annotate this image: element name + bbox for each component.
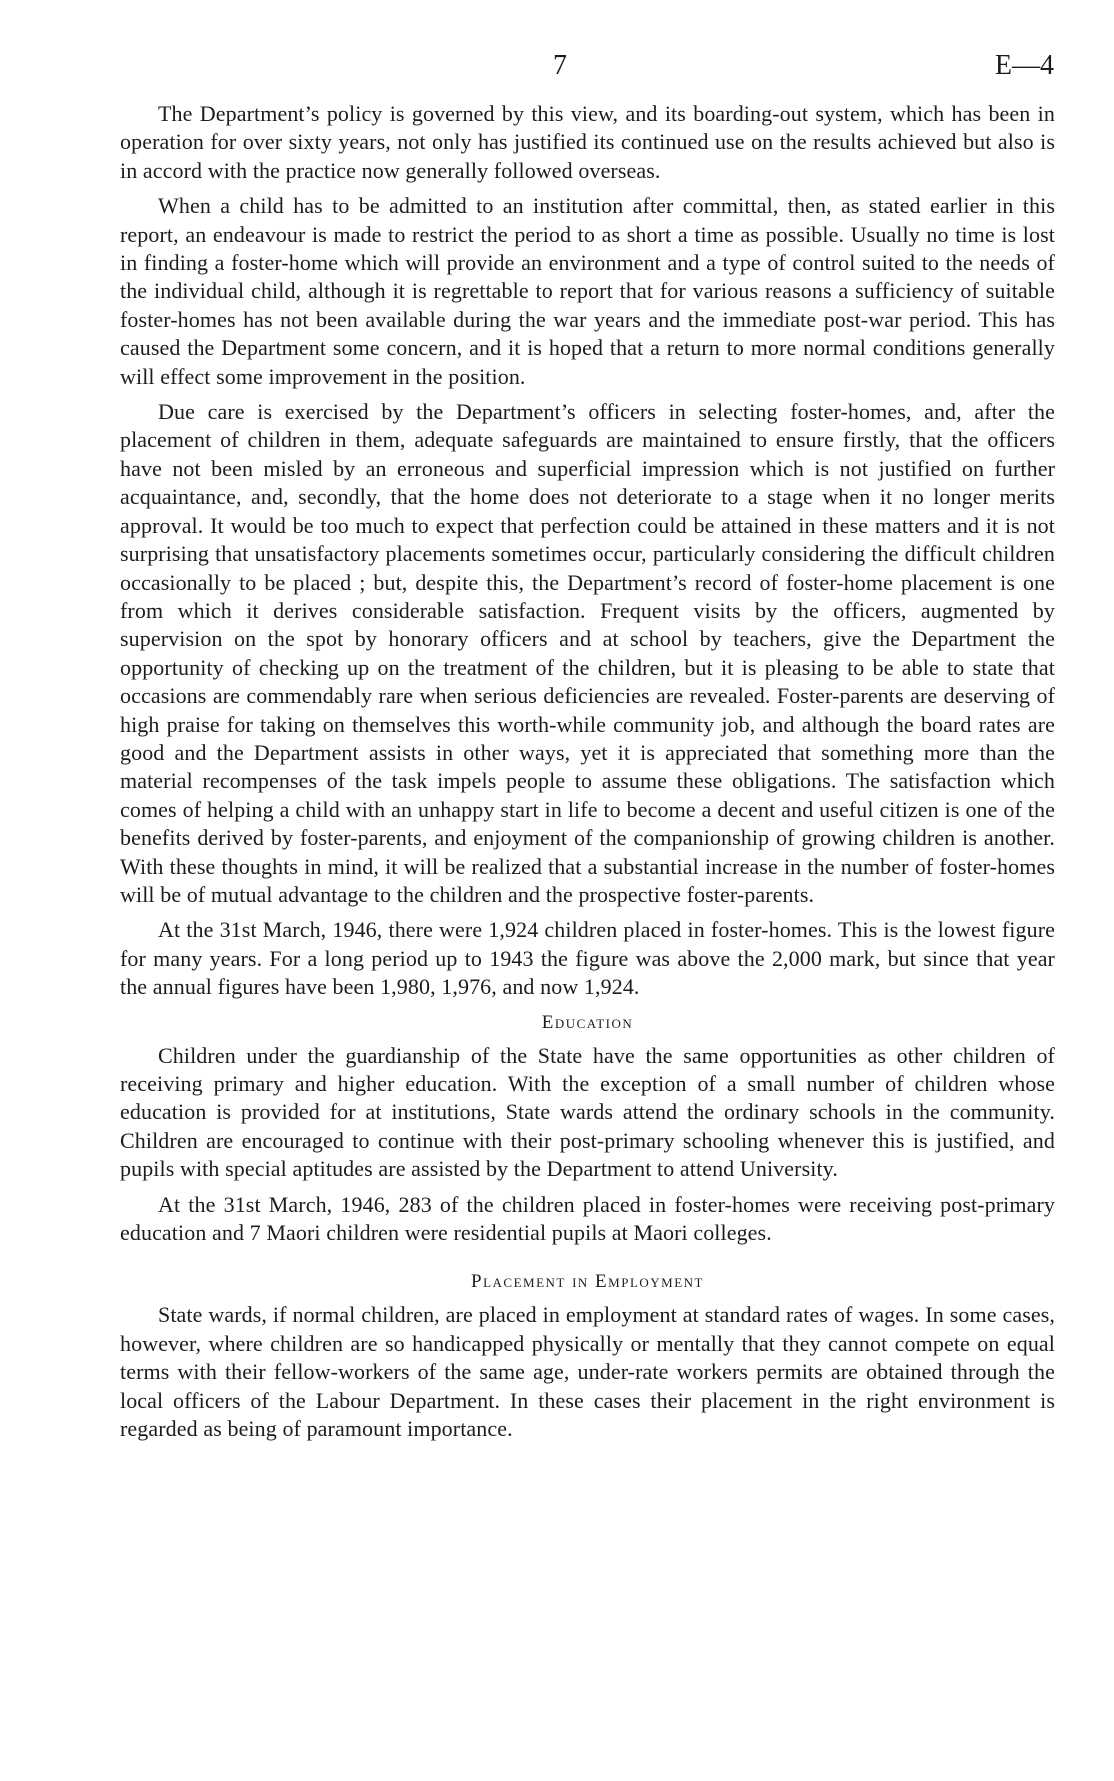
page-content	[120, 100, 1055, 1450]
paragraph-institution-admission: When a child has to be admitted to an institution after committal, then, as stated earlier in this report, an endeavour is made to restrict the period to as short a time as possible. Usually no time is lost in finding a foster-home which will provide an environment and a type of control suited to the needs of the individual child, although it is regrettable to report that for various reasons a sufficiency of suitable foster-homes has not been available during the war years and the immediate post-war period. This has caused the Department some concern, and it is hoped that a return to more normal conditions generally will effect some improvement in the position.	[120, 193, 1055, 389]
paragraph-foster-home-figures: At the 31st March, 1946, there were 1,924 children placed in foster-homes. This is the lowest figure for many years. For a long period up to 1943 the figure was above the 2,000 mark, but since that year the annual figures have been 1,980, 1,976, and now 1,924.	[120, 917, 1055, 1000]
paragraph-boarding-out-policy: The Department’s policy is governed by this view, and its boarding-out system, which has been in operation for over sixty years, not only has justified its continued use on the results achieved but also is in accord with the practice now generally followed overseas.	[120, 101, 1055, 183]
section-heading-employment: Placement in Employment	[471, 1271, 704, 1293]
paragraph-education-opportunities: Children under the guardianship of the State have the same opportunities as other children of receiving primary and higher education. With the exception of a small number of children whose education is provided for at institutions, State wards attend the ordinary schools in the community. Children are encouraged to continue with their post-primary schooling whenever this is justified, and pupils with special aptitudes are assisted by the Department to attend University.	[120, 1042, 1055, 1182]
page-header	[0, 50, 1114, 90]
page-number: 7	[553, 50, 567, 81]
paragraph-post-primary-figures: At the 31st March, 1946, 283 of the children placed in foster-homes were receiving post-primary education and 7 Maori children were residential pupils at Maori colleges.	[120, 1191, 1055, 1246]
paragraph-foster-home-selection: Due care is exercised by the Department’s officers in selecting foster-homes, and, after the placement of children in them, adequate safeguards are maintained to ensure firstly, that the officers have not been misled by an erroneous and superficial impression which is not justified on further acquaintance, and, secondly, that the home does not deteriorate to a stage when it no longer merits approval. It would be too much to expect that perfection could be attained in these matters and it is not surprising that unsatisfactory placements sometimes occur, particularly considering the difficult children occasionally to be placed ; but, despite this, the Department’s record of foster-home placement is one from which it derives considerable satisfaction. Frequent visits by the officers, augmented by supervision on the spot by honorary officers and at school by teachers, give the Department the opportunity of checking up on the treatment of the children, but it is pleasing to be able to state that occasions are commendably rare when serious deficiencies are revealed. Foster-parents are deserving of high praise for taking on themselves this worth-while community job, and although the board rates are good and the Department assists in other ways, yet it is appreciated that something more than the material recompenses of the task impels people to assume these obligations. The satisfaction which comes of helping a child with an unhappy start in life to become a decent and useful citizen is one of the benefits derived by foster-parents, and enjoyment of the companionship of growing children is another. With these thoughts in mind, it will be realized that a substantial increase in the number of foster-homes will be of mutual advantage to the children and the prospective foster-parents.	[120, 399, 1055, 907]
document-code: E—4	[994, 50, 1054, 81]
paragraph-employment-placement: State wards, if normal children, are placed in employment at standard rates of wages. In some cases, however, where children are so handicapped physically or mentally that they cannot compete on equal terms with their fellow-workers of the same age, under-rate workers permits are obtained through the local officers of the Labour Department. In these cases their placement in the right environment is regarded as being of paramount importance.	[120, 1302, 1055, 1442]
section-heading-education: Education	[541, 1011, 634, 1033]
